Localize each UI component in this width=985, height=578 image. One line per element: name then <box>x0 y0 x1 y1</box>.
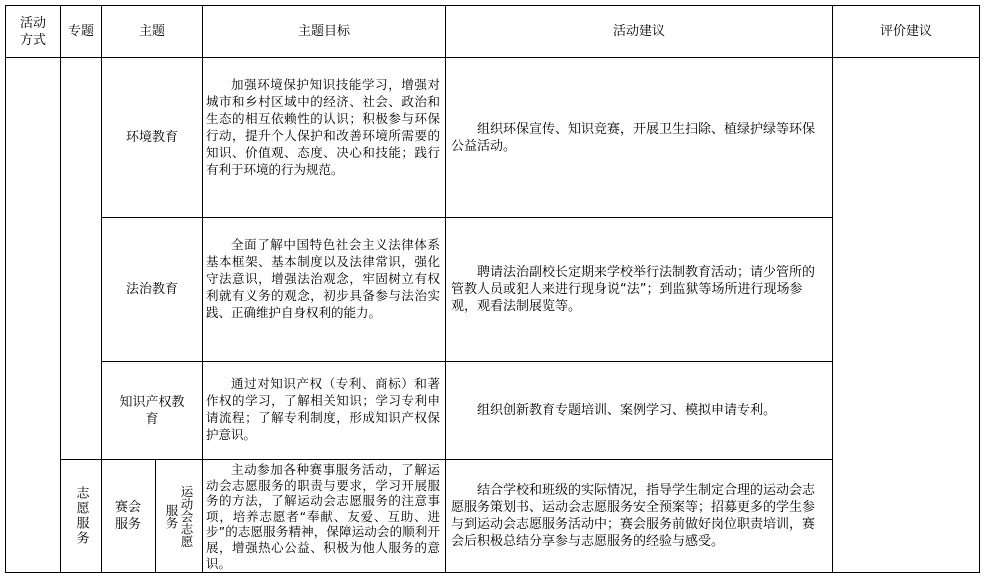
topic-cell <box>61 460 101 572</box>
suggestion-text: 组织环保宣传、知识竞赛，开展卫生扫除、植绿护绿等环保公益活动。 <box>451 121 816 154</box>
topic-label: 志愿服务 <box>73 486 89 546</box>
column-divider <box>445 5 446 573</box>
theme-cell <box>102 58 202 217</box>
header-evaluation <box>833 6 979 57</box>
subtheme-cell <box>156 460 202 572</box>
goal-text: 通过对知识产权（专利、商标）和著作权的学习，了解相关知识；学习专利申请流程；了解专利制度，形成知识产权保护意识。 <box>206 376 440 442</box>
theme-label: 法治教育 <box>125 282 178 297</box>
header-activity-type <box>16 8 50 55</box>
theme-label: 环境教育 <box>125 130 178 145</box>
column-divider <box>202 5 203 573</box>
header-topic-text: 专题 <box>68 24 94 39</box>
header-suggestion-text: 活动建议 <box>612 24 665 39</box>
theme-label: 赛会服务 <box>114 500 141 532</box>
header-theme <box>102 6 202 57</box>
header-activity-type-text: 活动方式 <box>19 15 46 48</box>
goal-text: 全面了解中国特色社会主义法律体系基本框架、基本制度以及法律常识，强化守法意识，增强法治观念，牢固树立有权利就有义务的观念，初步具备参与法治实践、正确维护自身权利的能力。 <box>206 237 440 320</box>
suggestion-text: 结合学校和班级的实际情况，指导学生制定合理的运动会志愿服务策划书、运动会志愿服务安全预案等；招募更多的学生参与到运动会志愿服务活动中；赛会服务前做好岗位职责培训，赛会后积极总结分享参与志愿服务的经验与感受。 <box>451 483 816 549</box>
header-suggestion <box>446 6 832 57</box>
goal-text: 加强环境保护知识技能学习，增强对城市和乡村区域中的经济、社会、政治和生态的相互依赖性的认识；积极参与环保行动，提升个人保护和改善环境所需要的知识、价值观、态度、决心和技能；践行有利于环境的行为规范。 <box>206 77 440 177</box>
header-theme-text: 主题 <box>138 24 165 39</box>
table-border-bottom <box>5 572 980 573</box>
goal-text: 主动参加各种赛事服务活动，了解运动会志愿服务的职责与要求，学习开展服务的方法，了解运动会志愿服务的注意事项，培养志愿者“奉献、友爱、互助、进步”的志愿服务精神，保障运动会的顺利开展，增强热心公益、积极为他人服务的意识。 <box>206 462 440 571</box>
suggestion-text: 组织创新教育专题培训、案例学习、模拟申请专利。 <box>477 403 777 418</box>
suggestion-text: 聘请法治副校长定期来学校举行法制教育活动；请少管所的管教人员或犯人来进行现身说“法”；到监狱等场所进行现场参观，观看法制展览等。 <box>451 265 816 314</box>
header-goal-text: 主题目标 <box>297 24 350 39</box>
theme-label: 知识产权教育 <box>119 394 185 427</box>
suggestion-cell <box>451 362 827 459</box>
suggestion-cell <box>451 460 827 572</box>
header-topic <box>68 8 94 55</box>
theme-cell <box>115 362 189 459</box>
theme-cell <box>113 460 143 572</box>
column-divider <box>832 5 833 573</box>
table-border-left <box>5 5 6 573</box>
suggestion-cell <box>451 58 827 217</box>
header-evaluation-text: 评价建议 <box>879 24 932 39</box>
header-goal <box>203 6 445 57</box>
suggestion-cell <box>451 218 827 361</box>
subtheme-label: 运动会志愿服务 <box>164 484 194 548</box>
theme-cell <box>102 218 202 361</box>
table-border-right <box>979 5 980 573</box>
